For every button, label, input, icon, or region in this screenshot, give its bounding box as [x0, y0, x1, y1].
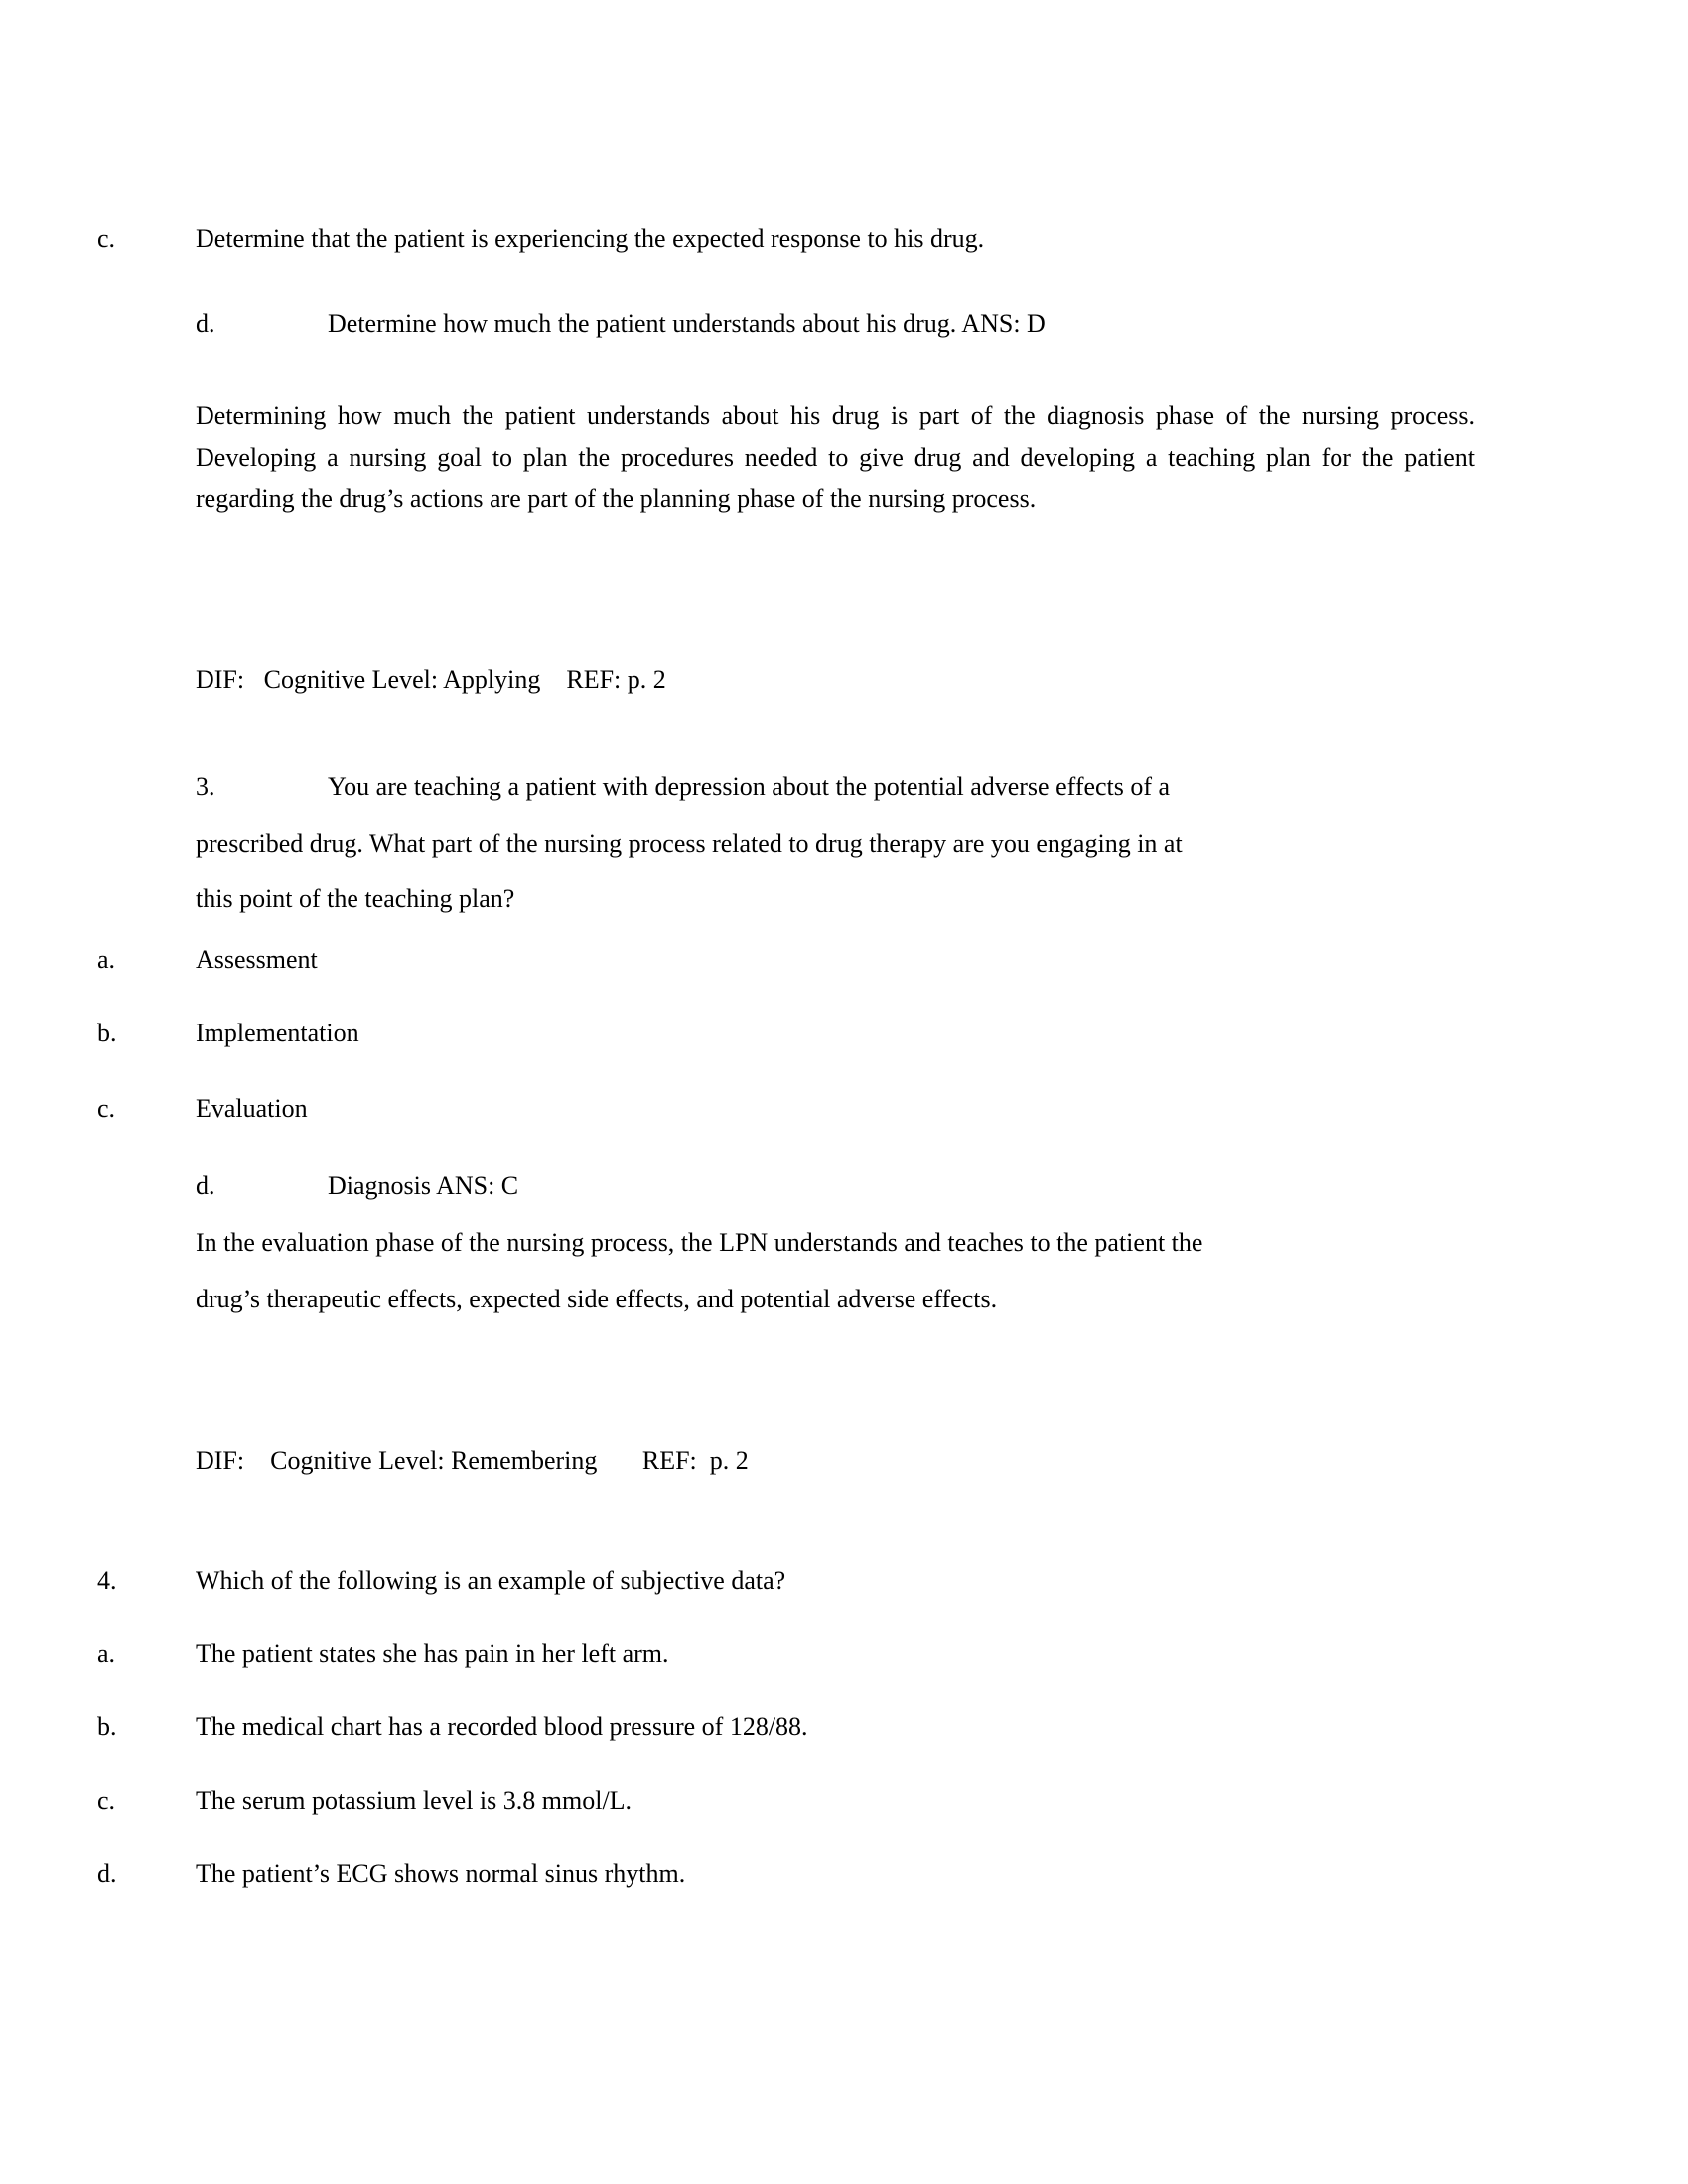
dif-ref-line-q3: DIF: Cognitive Level: Remembering REF: p. 2: [196, 1446, 749, 1475]
question-stem-line-3: this point of the teaching plan?: [196, 885, 515, 913]
option-letter-a: a.: [97, 1639, 116, 1668]
rationale-line-2-q3: drug’s therapeutic effects, expected side effects, and potential adverse effects.: [196, 1285, 998, 1313]
option-text-a: Assessment: [196, 945, 318, 974]
option-text-b: The medical chart has a recorded blood pressure of 128/88.: [196, 1712, 808, 1741]
option-text-d: Determine how much the patient understands about his drug. ANS: D: [328, 309, 1046, 338]
option-letter-c: c.: [97, 1786, 116, 1815]
option-text-c: Evaluation: [196, 1094, 308, 1123]
option-text-b: Implementation: [196, 1019, 359, 1047]
option-letter-d: d.: [196, 1171, 215, 1200]
option-text-c: The serum potassium level is 3.8 mmol/L.: [196, 1786, 633, 1815]
option-letter-a: a.: [97, 945, 116, 974]
option-text-c: Determine that the patient is experiencing the expected response to his drug.: [196, 224, 985, 253]
question-number-4: 4.: [97, 1567, 117, 1595]
question-stem-line-1: You are teaching a patient with depression about the potential adverse effects of a: [328, 772, 1171, 801]
question-stem-line-2: prescribed drug. What part of the nursing process related to drug therapy are you engaging in at: [196, 829, 1183, 858]
option-letter-b: b.: [97, 1019, 117, 1047]
option-text-d: Diagnosis ANS: C: [328, 1171, 519, 1200]
option-letter-b: b.: [97, 1712, 117, 1741]
option-letter-c: c.: [97, 224, 116, 253]
option-letter-d: d.: [97, 1859, 117, 1888]
dif-ref-line-q2: DIF: Cognitive Level: Applying REF: p. 2: [196, 665, 666, 694]
option-letter-c: c.: [97, 1094, 116, 1123]
question-stem-4: Which of the following is an example of subjective data?: [196, 1567, 786, 1595]
option-text-d: The patient’s ECG shows normal sinus rhythm.: [196, 1859, 686, 1888]
option-text-a: The patient states she has pain in her left arm.: [196, 1639, 669, 1668]
rationale-paragraph-q2: Determining how much the patient understands about his drug is part of the diagnosis phase of the nursing process. Developing a nursing goal to plan the procedures needed to give drug and developing a teaching plan for the patient regarding the drug’s actions are part of the planning phase of the nursing process.: [196, 401, 1475, 514]
rationale-line-1-q3: In the evaluation phase of the nursing process, the LPN understands and teaches to the patient the: [196, 1228, 1203, 1257]
question-number-3: 3.: [196, 772, 215, 801]
option-letter-d: d.: [196, 309, 215, 338]
